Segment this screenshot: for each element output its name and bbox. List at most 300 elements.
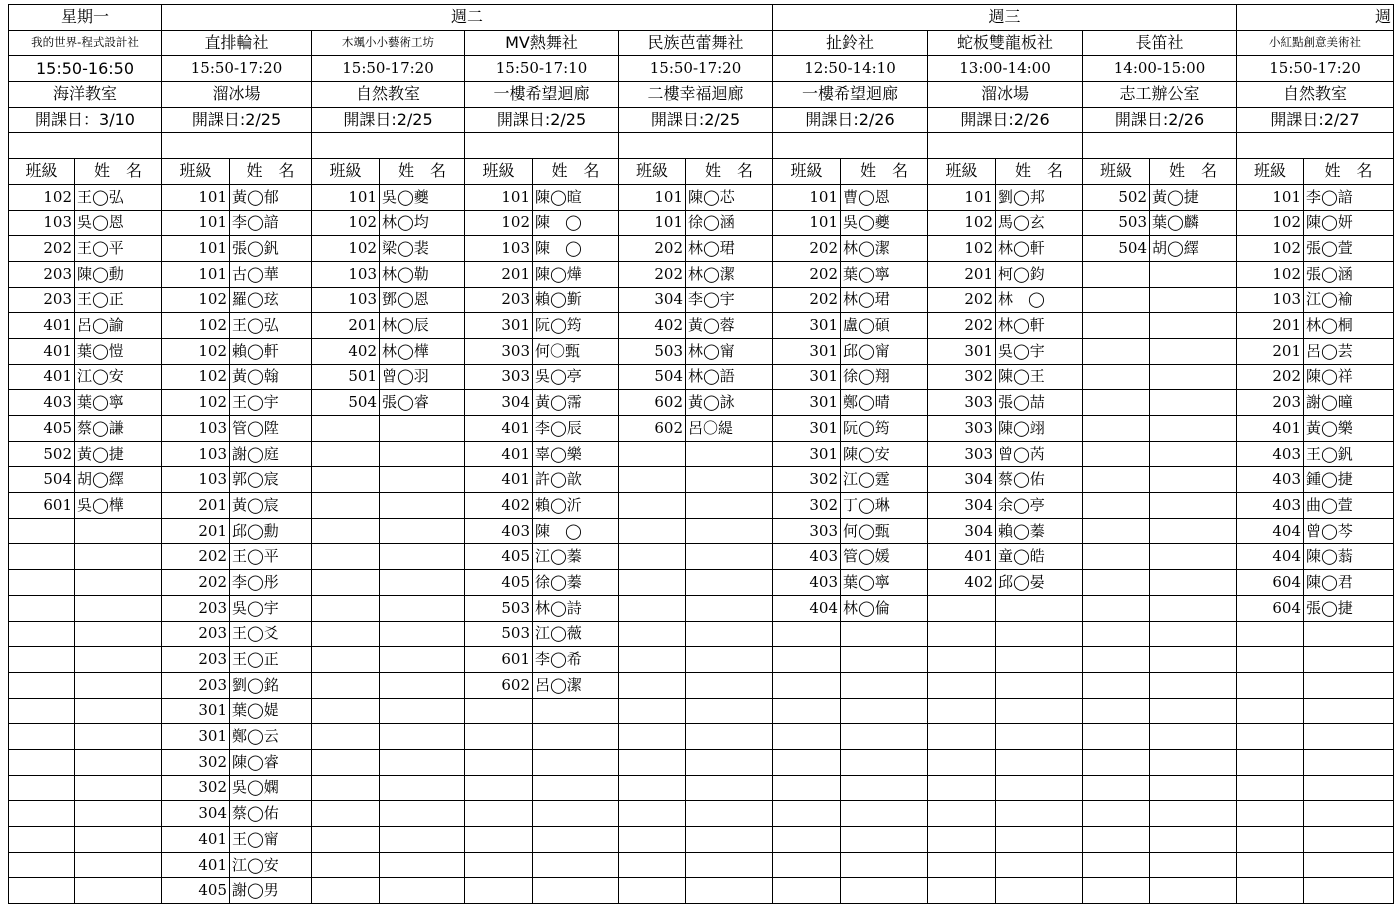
student-name: 張◯涵 — [1304, 261, 1394, 287]
student-name — [1304, 621, 1394, 647]
student-name — [841, 827, 928, 853]
student-name: 郭◯宸 — [230, 467, 312, 493]
student-name: 李◯辰 — [533, 416, 619, 442]
student-class — [619, 827, 686, 853]
student-name: 賴◯蓁 — [996, 518, 1083, 544]
student-class: 301 — [773, 416, 841, 442]
student-class: 401 — [465, 467, 533, 493]
student-name — [1150, 827, 1237, 853]
student-name: 陳◯暄 — [533, 184, 619, 210]
student-class: 401 — [9, 338, 75, 364]
student-class — [9, 775, 75, 801]
student-class: 302 — [928, 364, 996, 390]
student-class — [465, 724, 533, 750]
student-class: 203 — [9, 287, 75, 313]
student-class — [619, 775, 686, 801]
student-name: 林◯潔 — [841, 236, 928, 262]
student-row — [9, 672, 1394, 698]
student-name — [75, 621, 162, 647]
student-class: 403 — [773, 544, 841, 570]
student-name: 吳◯宇 — [996, 338, 1083, 364]
student-class: 102 — [1237, 236, 1304, 262]
student-row — [9, 801, 1394, 827]
club-place: 志工辦公室 — [1083, 82, 1237, 108]
day-header-row — [9, 5, 1394, 31]
student-name — [996, 724, 1083, 750]
student-name: 葉◯寧 — [841, 261, 928, 287]
student-class: 403 — [1237, 441, 1304, 467]
club-time: 15:50-16:50 — [9, 56, 162, 82]
student-name — [1150, 621, 1237, 647]
student-class — [9, 595, 75, 621]
student-name — [841, 749, 928, 775]
student-class — [928, 698, 996, 724]
student-name: 林◯勒 — [380, 261, 465, 287]
spacer-cell — [841, 133, 928, 159]
student-class — [9, 570, 75, 596]
student-name — [1150, 441, 1237, 467]
student-class — [1083, 287, 1150, 313]
student-class — [312, 493, 380, 519]
student-class: 203 — [1237, 390, 1304, 416]
student-class: 401 — [928, 544, 996, 570]
student-name: 林◯詩 — [533, 595, 619, 621]
student-name — [1150, 364, 1237, 390]
club-place: 一樓希望迴廊 — [773, 82, 928, 108]
student-name — [1304, 749, 1394, 775]
student-class: 103 — [162, 416, 230, 442]
student-name: 羅◯玹 — [230, 287, 312, 313]
student-class: 102 — [162, 364, 230, 390]
spacer-cell — [996, 133, 1083, 159]
student-name: 阮◯筠 — [841, 416, 928, 442]
student-class: 403 — [1237, 493, 1304, 519]
student-class: 602 — [465, 672, 533, 698]
student-class: 301 — [928, 338, 996, 364]
student-name — [686, 878, 773, 904]
student-class: 101 — [162, 236, 230, 262]
student-class — [619, 467, 686, 493]
student-name — [1304, 827, 1394, 853]
student-name: 管◯陞 — [230, 416, 312, 442]
student-class — [1237, 827, 1304, 853]
student-name: 謝◯庭 — [230, 441, 312, 467]
student-class: 202 — [9, 236, 75, 262]
student-row — [9, 210, 1394, 236]
student-name: 謝◯男 — [230, 878, 312, 904]
student-name: 江◯安 — [230, 852, 312, 878]
student-name: 童◯皓 — [996, 544, 1083, 570]
student-name — [380, 493, 465, 519]
spacer-cell — [1304, 133, 1394, 159]
student-class — [312, 749, 380, 775]
student-name: 鍾◯捷 — [1304, 467, 1394, 493]
student-class: 602 — [619, 416, 686, 442]
student-name — [996, 749, 1083, 775]
student-name: 馬◯玄 — [996, 210, 1083, 236]
student-name: 葉◯寧 — [841, 570, 928, 596]
student-class: 203 — [162, 672, 230, 698]
student-row — [9, 570, 1394, 596]
student-name: 葉◯媞 — [230, 698, 312, 724]
student-class: 102 — [162, 313, 230, 339]
club-place: 自然教室 — [312, 82, 465, 108]
student-name: 陳◯祥 — [1304, 364, 1394, 390]
student-class: 401 — [1237, 416, 1304, 442]
student-name — [686, 570, 773, 596]
student-name: 江◯霆 — [841, 467, 928, 493]
student-name — [75, 749, 162, 775]
student-class: 202 — [619, 261, 686, 287]
student-class — [1083, 518, 1150, 544]
student-class — [9, 801, 75, 827]
student-row — [9, 236, 1394, 262]
student-name — [1150, 878, 1237, 904]
name-header: 姓 名 — [841, 159, 928, 185]
spacer-cell — [928, 133, 996, 159]
student-name: 邱◯勳 — [230, 518, 312, 544]
club-place: 二樓幸福迴廊 — [619, 82, 773, 108]
student-class: 101 — [928, 184, 996, 210]
student-name — [533, 775, 619, 801]
student-row — [9, 749, 1394, 775]
club-place: 自然教室 — [1237, 82, 1394, 108]
student-class — [928, 801, 996, 827]
student-class: 301 — [465, 313, 533, 339]
student-class: 202 — [1237, 364, 1304, 390]
student-name: 林◯軒 — [996, 236, 1083, 262]
student-class: 103 — [162, 467, 230, 493]
student-class: 405 — [465, 544, 533, 570]
student-class: 401 — [162, 827, 230, 853]
student-name — [380, 801, 465, 827]
student-row — [9, 724, 1394, 750]
student-name — [686, 595, 773, 621]
student-row — [9, 287, 1394, 313]
student-name — [686, 852, 773, 878]
student-class: 304 — [928, 493, 996, 519]
student-name — [380, 416, 465, 442]
student-name — [380, 595, 465, 621]
student-class — [312, 775, 380, 801]
student-class: 303 — [465, 338, 533, 364]
student-name: 陳◯安 — [841, 441, 928, 467]
student-class — [1083, 827, 1150, 853]
student-class — [1237, 852, 1304, 878]
student-class: 201 — [1237, 313, 1304, 339]
student-name — [1150, 416, 1237, 442]
student-class: 402 — [619, 313, 686, 339]
student-name: 李◯諳 — [230, 210, 312, 236]
student-name: 李◯諳 — [1304, 184, 1394, 210]
spacer-cell — [9, 133, 75, 159]
student-name — [1150, 544, 1237, 570]
student-class — [619, 518, 686, 544]
student-class: 403 — [9, 390, 75, 416]
student-class — [619, 441, 686, 467]
student-class — [619, 698, 686, 724]
student-class: 502 — [9, 441, 75, 467]
student-class: 301 — [773, 338, 841, 364]
student-class: 203 — [162, 647, 230, 673]
student-name: 吳◯恩 — [75, 210, 162, 236]
student-class: 602 — [619, 390, 686, 416]
student-name: 呂◯諭 — [75, 313, 162, 339]
student-class — [1237, 647, 1304, 673]
student-class: 402 — [465, 493, 533, 519]
student-name: 賴◯沂 — [533, 493, 619, 519]
student-class: 302 — [773, 467, 841, 493]
student-name — [1150, 698, 1237, 724]
student-name — [1150, 287, 1237, 313]
student-class — [312, 827, 380, 853]
student-name: 鄭◯晴 — [841, 390, 928, 416]
student-class: 304 — [928, 518, 996, 544]
student-class — [619, 878, 686, 904]
student-name: 盧◯碩 — [841, 313, 928, 339]
student-name — [380, 518, 465, 544]
student-class — [773, 775, 841, 801]
student-class — [9, 518, 75, 544]
student-row — [9, 544, 1394, 570]
student-class: 301 — [773, 364, 841, 390]
student-name — [1150, 775, 1237, 801]
student-class: 201 — [928, 261, 996, 287]
student-name: 胡◯繹 — [75, 467, 162, 493]
student-name — [75, 801, 162, 827]
student-class: 403 — [773, 570, 841, 596]
student-name: 江◯褕 — [1304, 287, 1394, 313]
student-name: 辜◯樂 — [533, 441, 619, 467]
student-class: 401 — [465, 416, 533, 442]
student-name: 曲◯萱 — [1304, 493, 1394, 519]
student-name — [1150, 467, 1237, 493]
student-name — [75, 595, 162, 621]
student-name: 劉◯邦 — [996, 184, 1083, 210]
student-class — [1237, 749, 1304, 775]
student-name — [380, 467, 465, 493]
student-name: 張◯睿 — [380, 390, 465, 416]
student-class: 101 — [619, 184, 686, 210]
student-class: 201 — [1237, 338, 1304, 364]
student-class — [773, 852, 841, 878]
student-row — [9, 364, 1394, 390]
student-name: 王◯正 — [75, 287, 162, 313]
student-name — [996, 878, 1083, 904]
student-name: 江◯薇 — [533, 621, 619, 647]
student-class — [928, 878, 996, 904]
student-class — [1083, 544, 1150, 570]
student-class: 401 — [9, 364, 75, 390]
student-class: 102 — [312, 210, 380, 236]
student-class — [619, 544, 686, 570]
student-name: 余◯亭 — [996, 493, 1083, 519]
student-class — [928, 647, 996, 673]
student-name: 張◯喆 — [996, 390, 1083, 416]
club-time: 14:00-15:00 — [1083, 56, 1237, 82]
student-class — [1083, 313, 1150, 339]
student-name — [841, 852, 928, 878]
club-start-date: 開課日:2/27 — [1237, 107, 1394, 133]
student-class: 101 — [312, 184, 380, 210]
student-name: 陳◯燁 — [533, 261, 619, 287]
student-name — [686, 647, 773, 673]
student-name — [75, 827, 162, 853]
student-name: 曾◯芩 — [1304, 518, 1394, 544]
student-class — [1083, 441, 1150, 467]
student-class — [312, 647, 380, 673]
student-name — [1150, 518, 1237, 544]
student-name — [686, 441, 773, 467]
day-label: 週二 — [162, 5, 773, 31]
student-name — [75, 647, 162, 673]
student-class — [1083, 595, 1150, 621]
student-class: 203 — [9, 261, 75, 287]
student-class — [928, 595, 996, 621]
club-start-date: 開課日:2/26 — [1083, 107, 1237, 133]
student-name — [841, 647, 928, 673]
student-class — [619, 595, 686, 621]
student-name: 陳◯睿 — [230, 749, 312, 775]
student-name: 黃◯蓉 — [686, 313, 773, 339]
student-class: 503 — [465, 595, 533, 621]
student-name: 林◯珺 — [841, 287, 928, 313]
spacer-cell — [1083, 133, 1150, 159]
student-class: 201 — [312, 313, 380, 339]
student-name: 陳◯動 — [75, 261, 162, 287]
student-name — [380, 827, 465, 853]
student-name — [686, 544, 773, 570]
club-start-date: 開課日:2/26 — [928, 107, 1083, 133]
student-class — [1083, 775, 1150, 801]
student-name — [1304, 724, 1394, 750]
student-name: 陳◯翊 — [996, 416, 1083, 442]
name-header: 姓 名 — [230, 159, 312, 185]
club-roster-table — [8, 4, 1394, 904]
spacer-cell — [380, 133, 465, 159]
club-time: 15:50-17:20 — [1237, 56, 1394, 82]
student-class: 101 — [773, 184, 841, 210]
club-name: 扯鈴社 — [773, 30, 928, 56]
class-header: 班級 — [619, 159, 686, 185]
spacer-cell — [75, 133, 162, 159]
student-class — [1083, 493, 1150, 519]
student-class: 102 — [1237, 261, 1304, 287]
student-class — [312, 698, 380, 724]
club-name: MV熱舞社 — [465, 30, 619, 56]
student-class: 404 — [773, 595, 841, 621]
student-name — [75, 852, 162, 878]
student-class: 401 — [9, 313, 75, 339]
student-class — [9, 827, 75, 853]
club-name-row — [9, 30, 1394, 56]
club-time: 13:00-14:00 — [928, 56, 1083, 82]
club-time: 15:50-17:20 — [619, 56, 773, 82]
student-row — [9, 852, 1394, 878]
student-name: 林 ◯ — [996, 287, 1083, 313]
student-name: 葉◯寧 — [75, 390, 162, 416]
student-class: 103 — [9, 210, 75, 236]
student-class: 401 — [162, 852, 230, 878]
student-row — [9, 775, 1394, 801]
student-name — [1304, 801, 1394, 827]
student-class — [9, 749, 75, 775]
student-name: 黃◯翰 — [230, 364, 312, 390]
student-name — [75, 672, 162, 698]
student-class — [465, 852, 533, 878]
student-class — [1083, 647, 1150, 673]
student-name — [1150, 338, 1237, 364]
student-name — [1150, 261, 1237, 287]
student-name — [996, 827, 1083, 853]
student-class — [619, 493, 686, 519]
student-class: 504 — [619, 364, 686, 390]
student-class: 203 — [162, 595, 230, 621]
student-name: 葉◯愷 — [75, 338, 162, 364]
student-name — [75, 724, 162, 750]
student-name: 林◯甯 — [686, 338, 773, 364]
class-header: 班級 — [1237, 159, 1304, 185]
student-class: 103 — [312, 287, 380, 313]
student-class: 103 — [1237, 287, 1304, 313]
student-name: 黃◯郁 — [230, 184, 312, 210]
student-class: 202 — [928, 287, 996, 313]
club-place-row — [9, 82, 1394, 108]
student-name: 張◯捷 — [1304, 595, 1394, 621]
student-class: 202 — [619, 236, 686, 262]
class-header: 班級 — [773, 159, 841, 185]
student-row — [9, 441, 1394, 467]
student-name: 陳◯君 — [1304, 570, 1394, 596]
student-name — [686, 698, 773, 724]
student-name: 黃◯霈 — [533, 390, 619, 416]
student-name: 林◯辰 — [380, 313, 465, 339]
student-class: 101 — [465, 184, 533, 210]
student-class: 202 — [773, 287, 841, 313]
student-class — [928, 775, 996, 801]
student-class: 202 — [162, 570, 230, 596]
student-name — [686, 775, 773, 801]
student-class: 102 — [312, 236, 380, 262]
club-start-row — [9, 107, 1394, 133]
student-class: 201 — [162, 518, 230, 544]
student-class — [9, 852, 75, 878]
student-class: 101 — [773, 210, 841, 236]
student-class — [465, 801, 533, 827]
student-name: 王◯弘 — [230, 313, 312, 339]
student-class — [312, 570, 380, 596]
student-name — [1304, 647, 1394, 673]
student-name: 賴◯軒 — [230, 338, 312, 364]
student-name: 王◯弘 — [75, 184, 162, 210]
class-header: 班級 — [162, 159, 230, 185]
student-class: 102 — [162, 287, 230, 313]
student-name — [380, 749, 465, 775]
student-name: 蔡◯佑 — [996, 467, 1083, 493]
club-start-date: 開課日:2/25 — [619, 107, 773, 133]
day-label: 星期一 — [9, 5, 162, 31]
student-row — [9, 621, 1394, 647]
student-name: 張◯萱 — [1304, 236, 1394, 262]
student-name: 吳◯亭 — [533, 364, 619, 390]
spacer-cell — [230, 133, 312, 159]
student-class — [1237, 672, 1304, 698]
student-class — [1083, 570, 1150, 596]
student-name — [533, 698, 619, 724]
student-name: 李◯宇 — [686, 287, 773, 313]
name-header: 姓 名 — [75, 159, 162, 185]
student-class: 404 — [1237, 544, 1304, 570]
